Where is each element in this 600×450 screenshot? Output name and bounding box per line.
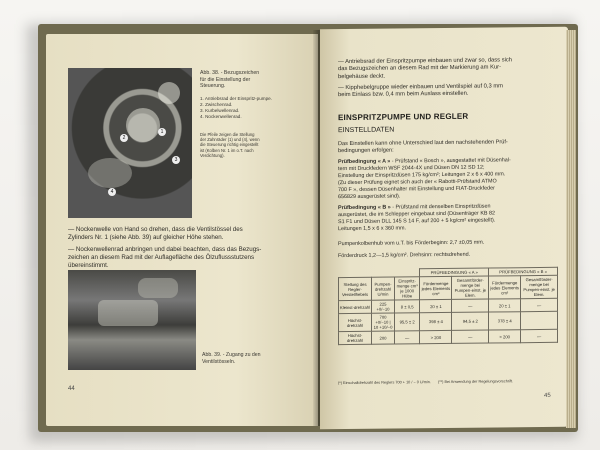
text-line: - Prüfstand « Bosch », ausgestattet mit Düsenhal- bbox=[390, 157, 511, 165]
text-line: Zylinders Nr. 1 (siehe Abb. 39) auf gleicher Höhe stehen. bbox=[68, 234, 224, 241]
caption-line: für die Einstellung der bbox=[200, 76, 251, 83]
intro-item-2 bbox=[338, 83, 560, 100]
page-number-left: 44 bbox=[68, 386, 75, 392]
text-line: S1 F1 und Düsen DLL 145 S 14 F, auf 200 + 5 kg/cm² eingestellt). bbox=[338, 217, 496, 226]
section-title: EINSPRITZPUMPE UND REGLER bbox=[338, 111, 469, 123]
table-cell bbox=[521, 311, 558, 329]
table-header-row bbox=[339, 275, 558, 300]
marker-2: 2 bbox=[120, 134, 128, 142]
text-line: belgehäuse deckt. bbox=[338, 73, 386, 80]
subsection-title: EINSTELLDATEN bbox=[338, 126, 395, 135]
condition-a bbox=[338, 157, 560, 201]
text-line: - Prüfstand mit denselben Einspritzdüsen bbox=[390, 203, 491, 211]
engine-timing-photo bbox=[68, 68, 192, 218]
footnote: (*) Einschaltdrehzahl des Reglers 700 + 10 / − 0 U/min. bbox=[338, 380, 431, 386]
marker-3: 3 bbox=[172, 156, 180, 164]
table-cell: 94,5 ± 2 bbox=[452, 312, 489, 330]
condition-a-label: Prüfbedingung « A » bbox=[338, 158, 391, 166]
table-cell: — bbox=[452, 330, 489, 343]
text-line: — Kipphebelgruppe wieder einbauen und Ventilspiel auf 0,3 mm bbox=[338, 83, 503, 92]
table-cell: 700 +0/−10 | 10 +10/−0 bbox=[372, 313, 395, 331]
note-line: Die Pfeile zeigen die Stellung bbox=[200, 132, 255, 137]
figure2-caption bbox=[202, 352, 312, 365]
table-cell: 398 ± 4 bbox=[420, 312, 452, 330]
valve-tappet-photo bbox=[68, 270, 196, 370]
table-header: Gesamtförder-menge bei Pumpen-einst. je Elem. bbox=[452, 276, 489, 299]
spec-table bbox=[338, 267, 558, 345]
text-line: bedingungen erfolgen: bbox=[338, 147, 394, 155]
table-cell: 20 ± 1 bbox=[489, 299, 521, 312]
legend-item: 3. Kurbelwellenrad. bbox=[200, 108, 240, 113]
table-footnotes bbox=[338, 379, 560, 386]
text-line: — Antriebsrad der Einspritzpumpe einbauen und zwar so, dass sich bbox=[338, 57, 512, 66]
figure1-legend bbox=[200, 96, 310, 120]
condition-b bbox=[338, 203, 560, 233]
text-line: 700 F », dessen Düsenhalter mit Einstellung und FIAT-Druckfeder bbox=[338, 185, 495, 194]
right-page bbox=[320, 27, 568, 430]
note-line: Verdichtung). bbox=[200, 152, 225, 158]
legend-item: 2. Zwischenrad. bbox=[200, 102, 233, 107]
intro-item-1 bbox=[338, 57, 560, 82]
text-line: Leitungen 1,5 x 6 x 360 mm. bbox=[338, 225, 407, 233]
text-line: übereinstimmt. bbox=[68, 262, 109, 269]
caption-line: Steuerung. bbox=[200, 83, 226, 90]
table-cell: Höchst-drehzahl bbox=[339, 313, 372, 331]
group-header-b: PRÜFBEDINGUNG « B » bbox=[489, 267, 558, 276]
page-number-right: 45 bbox=[544, 392, 551, 399]
table-cell: — bbox=[521, 298, 558, 311]
table-cell: 225 +0/−10 bbox=[372, 300, 395, 313]
table-cell: 8 ± 0,5 bbox=[394, 300, 419, 313]
table-cell: 95,5 ± 2 bbox=[394, 313, 419, 331]
text-line: ausgerüstet, die im Schlepper eingebaut sind (Düsenträger KB 82 bbox=[338, 210, 496, 219]
text-line: das Bezugszeichen an diesem Rad mit der Markierung am Kur- bbox=[338, 64, 502, 73]
instruction-1 bbox=[68, 226, 308, 242]
caption-line: Ventilstösseln. bbox=[202, 358, 236, 365]
table-cell: > 200 bbox=[489, 330, 521, 343]
open-book bbox=[30, 18, 570, 434]
caption-line: Abb. 39. - Zugang zu den bbox=[202, 352, 261, 358]
legend-item: 1. Antriebsrad der Einspritz-pumpe. bbox=[200, 96, 273, 101]
legend-item: 4. Nockenwellenrad. bbox=[200, 114, 242, 119]
table-cell: > 200 bbox=[420, 330, 452, 343]
table-header: Fördermenge jedes Elements cm³ bbox=[489, 276, 521, 299]
page-edges bbox=[566, 30, 576, 428]
stroke-line: Pumpenkolbenhub vom u.T. bis Förderbeginn: 2,7 ±0,05 mm. bbox=[338, 239, 485, 248]
note-line: die Steuerung richtig eingestellt bbox=[200, 142, 259, 148]
table-row bbox=[339, 311, 558, 331]
note-line: der Zahnräder (1) und (4), wenn bbox=[200, 137, 260, 143]
text-line: — Nockenwellenrad anbringen und dabei beachten, dass das Bezugs- bbox=[68, 246, 262, 253]
table-cell: Höchst-drehzahl bbox=[339, 331, 372, 344]
text-line: zeichen an diesem Rad mit der Auflagefläche des Ölzuflussstutzens bbox=[68, 254, 255, 261]
figure1-caption bbox=[200, 70, 310, 90]
table-cell: — bbox=[521, 329, 558, 342]
marker-4: 4 bbox=[108, 188, 116, 196]
text-line: — Nockenwelle von Hand so drehen, dass die Ventilstössel des bbox=[68, 226, 243, 233]
text-line: Das Einstellen kann ohne Unterschied laut den nachstehenden Prüf- bbox=[338, 139, 508, 148]
table-cell: 200 bbox=[372, 331, 395, 344]
table-header: Pumpen-drehzahl U/min bbox=[372, 277, 395, 300]
text-line: tern mit Druckfedern WSF 2044-4X und Düsen DN 12 SD 12; bbox=[338, 164, 485, 173]
text-line: beim Einlass bzw. 0,4 mm beim Auslass einstellen. bbox=[338, 91, 469, 99]
table-header: Einspritz-menge cm³ je 1000 Hübe bbox=[394, 277, 419, 300]
table-header: Fördermenge jedes Elements cm³ bbox=[420, 276, 452, 299]
figure1-note bbox=[200, 132, 310, 158]
note-line: ist (Kolben Nr. 1 im o.T. nach bbox=[200, 147, 254, 153]
table-header: Gesamtförder-menge bei Pumpen-einst. je Elem. bbox=[521, 275, 558, 298]
footnote: (**) Bei Anwendung der Regelungsvorschrift. bbox=[437, 379, 514, 385]
intro-text bbox=[338, 139, 560, 156]
caption-line: Abb. 38. - Bezugszeichen bbox=[200, 70, 260, 76]
condition-b-label: Prüfbedingung « B » bbox=[338, 204, 391, 212]
text-line: 656829 ausgerüstet sind). bbox=[338, 193, 401, 201]
group-header-a: PRÜFBEDINGUNG « A » bbox=[420, 268, 489, 277]
table-header: Stellung des Regler-Verstellhebels bbox=[339, 277, 372, 300]
table-cell: — bbox=[452, 299, 489, 312]
table-cell: 20 ± 1 bbox=[420, 299, 452, 312]
text-line: (Zu dieser Prüfung eignet sich auch der « Rabotti-Prüfstand ATMO bbox=[338, 178, 497, 187]
left-page bbox=[46, 34, 318, 426]
table-cell: 378 ± 4 bbox=[489, 312, 521, 330]
instruction-2 bbox=[68, 246, 308, 270]
text-line: Einstellung der Einspritzdüsen 175 kg/cm²; Leitungen 2 x 6 x 400 mm. bbox=[338, 171, 506, 180]
marker-1: 1 bbox=[158, 128, 166, 136]
table-cell: Kleinst-drehzahl bbox=[339, 300, 372, 313]
table-row bbox=[339, 329, 558, 344]
pressure-line: Förderdruck 1,2—1,5 kg/cm². Drehsinn: rechtsdrehend. bbox=[338, 251, 471, 260]
table-cell: — bbox=[394, 331, 419, 344]
